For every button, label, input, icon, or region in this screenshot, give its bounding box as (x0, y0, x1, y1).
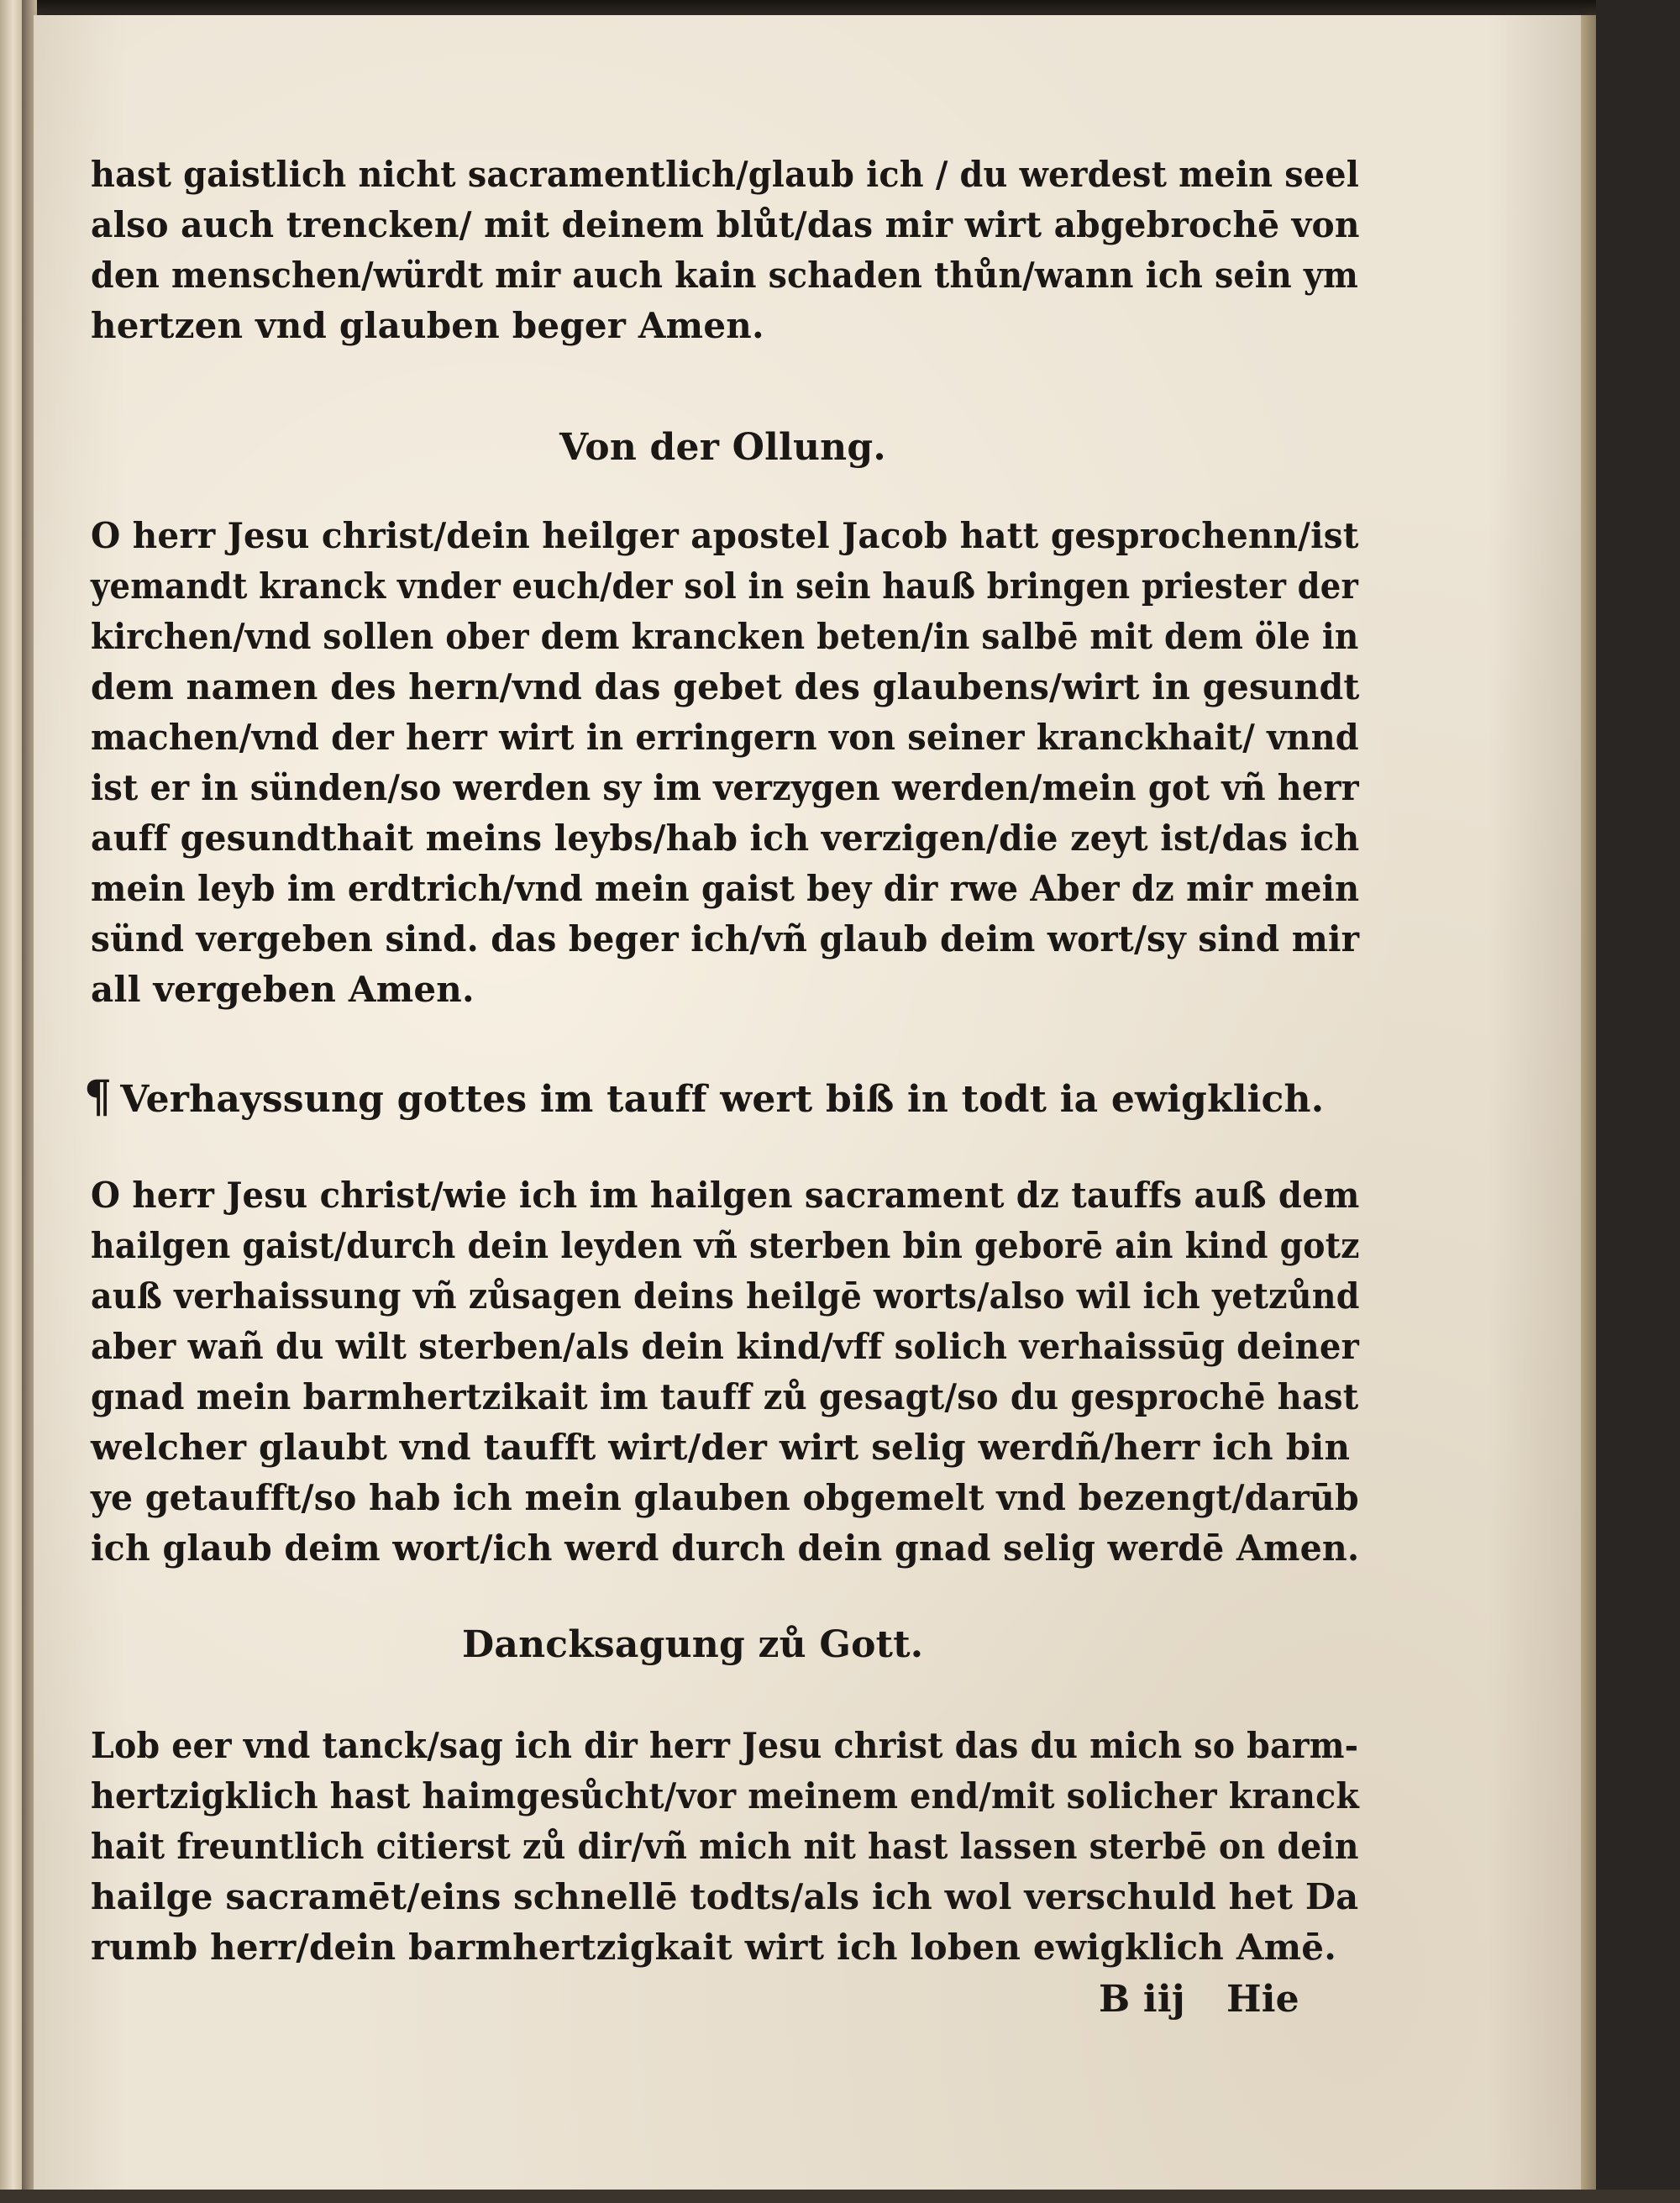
section2-line: sünd vergeben sind. das beger ich/vñ glaub deim wort/sy sind mir (91, 918, 1360, 960)
heading-ollung: Von der Ollung. (559, 426, 886, 469)
heading-dancksagung: Dancksagung zů Gott. (462, 1623, 924, 1666)
section2-line: O herr Jesu christ/dein heilger apostel Jacob hatt gesprochenn/ist (91, 515, 1359, 556)
pilcrow-mark: ¶ (84, 1071, 113, 1123)
section1-line: den menschen/würdt mir auch kain schaden thůn/wann ich sein ym (91, 255, 1358, 296)
heading-verhayssung-text: Verhayssung gottes im tauff wert biß in todt ia ewigklich. (120, 1078, 1325, 1121)
section4-line: hait freuntlich citierst zů dir/vñ mich nit hast lassen sterbē on dein (91, 1826, 1359, 1867)
section2-line: dem namen des hern/vnd das gebet des glaubens/wirt in gesundt (91, 666, 1360, 707)
section3-line: ich glaub deim wort/ich werd durch dein gnad selig werdē Amen. (91, 1527, 1360, 1569)
section4-line: Lob eer vnd tanck/sag ich dir herr Jesu christ das du mich so barm- (91, 1725, 1359, 1766)
section3-line: gnad mein barmhertzikait im tauff zů gesagt/so du gesprochē hast (91, 1376, 1359, 1417)
section3-line: auß verhaissung vñ zůsagen deins heilgē worts/also wil ich yetzůnd (91, 1275, 1360, 1317)
section3-line: O herr Jesu christ/wie ich im hailgen sacrament dz tauffs auß dem (91, 1175, 1360, 1216)
section4-line: hailge sacramēt/eins schnellē todts/als ich wol verschuld het Da (91, 1876, 1359, 1917)
section1-line: hertzen vnd glauben beger Amen. (91, 305, 764, 346)
section4-line: hertzigklich hast haimgesůcht/vor meinem end/mit solicher kranck (91, 1775, 1360, 1817)
section1-line: hast gaistlich nicht sacramentlich/glaub ich / du werdest mein seel (91, 154, 1360, 195)
section2-line: machen/vnd der herr wirt in erringern von seiner kranckhait/ vnnd (91, 717, 1359, 758)
section3-line: ye getaufft/so hab ich mein glauben obgemelt vnd bezengt/darūb (91, 1477, 1359, 1518)
heading-verhayssung (84, 1071, 1325, 1123)
section2-line: yemandt kranck vnder euch/der sol in sein hauß bringen priester der (91, 565, 1358, 607)
section1-line: also auch trencken/ mit deinem blůt/das mir wirt abgebrochē von (91, 204, 1360, 245)
section2-line: mein leyb im erdtrich/vnd mein gaist bey dir rwe Aber dz mir mein (91, 868, 1360, 909)
catchword: Hie (1226, 1978, 1299, 2021)
signature-mark: B iij (1099, 1978, 1185, 2021)
section4-line: rumb herr/dein barmhertzigkait wirt ich loben ewigklich Amē. (91, 1927, 1337, 1968)
section2-line: all vergeben Amen. (91, 969, 475, 1010)
section2-line: ist er in sünden/so werden sy im verzygen werden/mein got vñ herr (91, 767, 1359, 808)
section3-line: hailgen gaist/durch dein leyden vñ sterben bin geborē ain kind gotz (91, 1225, 1360, 1266)
section3-line: aber wañ du wilt sterben/als dein kind/vff solich verhaissūg deiner (91, 1326, 1359, 1367)
section2-line: kirchen/vnd sollen ober dem krancken beten/in salbē mit dem öle in (91, 616, 1359, 657)
section2-line: auff gesundthait meins leybs/hab ich verzigen/die zeyt ist/das ich (91, 818, 1360, 859)
section3-line: welcher glaubt vnd taufft wirt/der wirt selig werdñ/herr ich bin (91, 1427, 1351, 1468)
